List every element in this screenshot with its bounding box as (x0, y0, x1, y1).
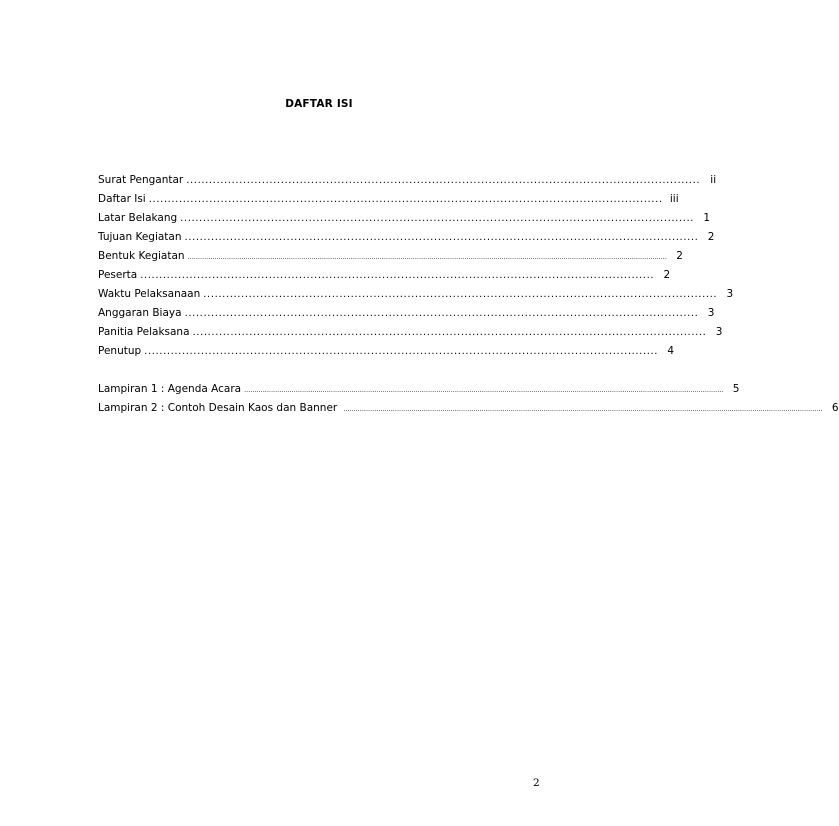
toc-entry-page: 2 (707, 231, 715, 243)
toc-entry-label: Waktu Pelaksanaan (98, 288, 201, 300)
toc-entry-label: Bentuk Kegiatan (98, 250, 185, 262)
leader-dots: ........................................................................................................................................ (180, 213, 695, 224)
toc-entry-label: Panitia Pelaksana (98, 326, 190, 338)
toc-entry-label: Lampiran 1 : Agenda Acara (98, 383, 242, 395)
toc-entry (98, 190, 679, 209)
toc-entry-page: iii (669, 193, 679, 205)
toc-entry-page: 1 (703, 212, 711, 224)
leader-dots: ........................................................................................................................................ (148, 194, 663, 205)
toc-entry (98, 209, 711, 228)
toc-entry-page: 4 (667, 345, 675, 357)
leader-dots: ........................................................................................................................................ (192, 327, 707, 338)
toc-entry (98, 266, 671, 285)
leader-dots: ........................................................................................................................................ (140, 270, 655, 281)
toc-appendix-entry (98, 380, 740, 399)
toc-heading: DAFTAR ISI (285, 98, 353, 110)
toc-entry-label: Latar Belakang (98, 212, 178, 224)
toc-entry-page: 3 (726, 288, 734, 300)
toc-entry (98, 228, 715, 247)
leader-dots: ........................................................................................................................................ (184, 308, 699, 319)
leader-dots: ........................................................................................................................................................................................................................................ (244, 386, 724, 394)
toc-entry (98, 304, 715, 323)
toc-entry-label: Daftar Isi (98, 193, 146, 205)
toc-entry-page: 3 (707, 307, 715, 319)
toc-appendix-entry (98, 399, 839, 418)
toc-entry (98, 171, 717, 190)
toc-entry (98, 285, 734, 304)
toc-entry-page: 2 (663, 269, 671, 281)
toc-entry-label: Tujuan Kegiatan (98, 231, 182, 243)
leader-dots: ........................................................................................................................................ (203, 289, 718, 300)
toc-entry-page: ii (710, 174, 717, 186)
toc-entry-label: Surat Pengantar (98, 174, 184, 186)
toc-appendix-list (98, 380, 839, 418)
toc-entry-page: 5 (732, 383, 740, 395)
toc-entry (98, 342, 675, 361)
leader-dots: ........................................................................................................................................ (184, 232, 699, 243)
toc-main-list (98, 171, 734, 361)
leader-dots: ........................................................................................................................................ (144, 346, 659, 357)
toc-entry-page: 6 (831, 402, 839, 414)
toc-entry-label: Penutup (98, 345, 142, 357)
toc-entry (98, 323, 723, 342)
toc-entry (98, 247, 683, 266)
toc-entry-page: 3 (715, 326, 723, 338)
leader-dots: ........................................................................................................................................................................................................................................ (343, 405, 823, 413)
toc-entry-label: Peserta (98, 269, 138, 281)
leader-dots: ........................................................................................................................................................................................................................................ (187, 253, 667, 261)
page-number: 2 (533, 777, 540, 789)
toc-entry-label: Lampiran 2 : Contoh Desain Kaos dan Banner (98, 402, 338, 414)
leader-dots: ........................................................................................................................................ (186, 175, 701, 186)
toc-entry-page: 2 (676, 250, 683, 262)
toc-entry-label: Anggaran Biaya (98, 307, 182, 319)
